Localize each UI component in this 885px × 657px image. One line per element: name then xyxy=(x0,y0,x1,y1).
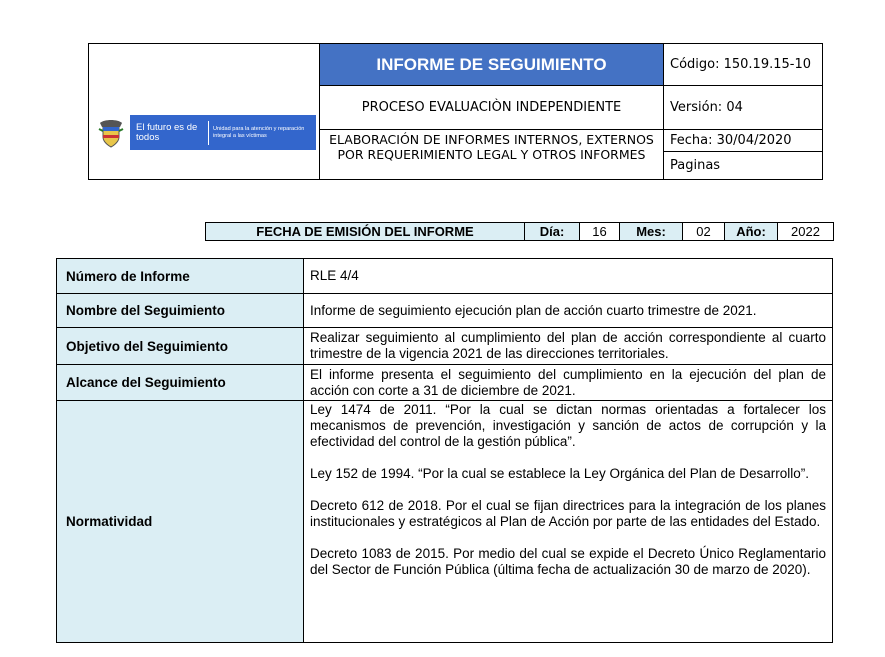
table-row xyxy=(57,294,832,328)
regulation-item: Ley 1474 de 2011. “Por la cual se dictan normas orientadas a fortalecer los mecanismos de prevención, investigación y sanción de actos de corrupción y la efectividad del control de la gestión pública”. xyxy=(310,402,826,449)
month-value: 02 xyxy=(683,223,725,240)
report-number-label: Número de Informe xyxy=(57,259,304,293)
document-date: Fecha: 30/04/2020 xyxy=(664,130,823,152)
report-info-table xyxy=(56,258,833,643)
process-name: PROCESO EVALUACIÒN INDEPENDIENTE xyxy=(320,86,663,130)
regulation-item: Decreto 612 de 2018. Por el cual se fijan directrices para la integración de los planes institucionales y estratégicos al Plan de Acción por parte de las entidades del Estado. xyxy=(310,498,826,529)
regulation-item: Decreto 1083 de 2015. Por medio del cual se expide el Decreto Único Reglamentario del Sector de Función Pública (última fecha de actualización 30 de marzo de 2020). xyxy=(310,546,826,577)
entity-logo xyxy=(94,114,316,151)
header-middle xyxy=(320,44,663,179)
report-number-value: RLE 4/4 xyxy=(310,268,359,283)
emission-label: FECHA DE EMISIÓN DEL INFORME xyxy=(206,223,525,240)
day-label: Día: xyxy=(525,223,580,240)
document-pages: Paginas xyxy=(670,158,721,173)
document-version: Versión: 04 xyxy=(664,86,823,130)
logo-cell xyxy=(89,44,320,179)
year-value: 2022 xyxy=(778,223,833,240)
report-name-value: Informe de seguimiento ejecución plan de acción cuarto trimestre de 2021. xyxy=(310,302,757,318)
table-row xyxy=(57,259,832,294)
day-value: 16 xyxy=(580,223,620,240)
regulations-value xyxy=(304,401,832,642)
document-header xyxy=(88,43,823,180)
coat-of-arms-icon xyxy=(94,116,128,150)
report-name-label: Nombre del Seguimiento xyxy=(57,294,304,327)
year-label: Año: xyxy=(725,223,778,240)
logo-entity-name: Unidad para la atención y reparación integral a las víctimas xyxy=(213,126,305,139)
document-title: INFORME DE SEGUIMIENTO xyxy=(320,44,663,86)
logo-banner xyxy=(130,115,316,150)
table-row xyxy=(57,401,832,642)
objective-value: Realizar seguimiento al cumplimiento del plan de acción correspondiente al cuarto trimestre de la vigencia 2021 de las direcciones territoriales. xyxy=(310,330,826,361)
month-label: Mes: xyxy=(620,223,683,240)
regulations-label: Normatividad xyxy=(57,401,304,642)
regulation-item: Ley 152 de 1994. “Por la cual se establece la Ley Orgánica del Plan de Desarrollo”. xyxy=(310,466,810,481)
logo-divider xyxy=(208,121,209,145)
table-row xyxy=(57,328,832,365)
objective-label: Objetivo del Seguimiento xyxy=(57,328,304,364)
emission-date-row xyxy=(205,222,834,241)
header-right xyxy=(663,44,822,179)
logo-slogan: El futuro es de todos xyxy=(136,121,198,143)
table-row xyxy=(57,365,832,401)
document-code: Código: 150.19.15-10 xyxy=(664,44,823,86)
elaboration-text: ELABORACIÓN DE INFORMES INTERNOS, EXTERNOS POR REQUERIMIENTO LEGAL Y OTROS INFORMES xyxy=(329,132,654,162)
scope-label: Alcance del Seguimiento xyxy=(57,365,304,400)
scope-value: El informe presenta el seguimiento del cumplimiento en la ejecución del plan de acción con corte a 31 de diciembre de 2021. xyxy=(310,366,826,398)
